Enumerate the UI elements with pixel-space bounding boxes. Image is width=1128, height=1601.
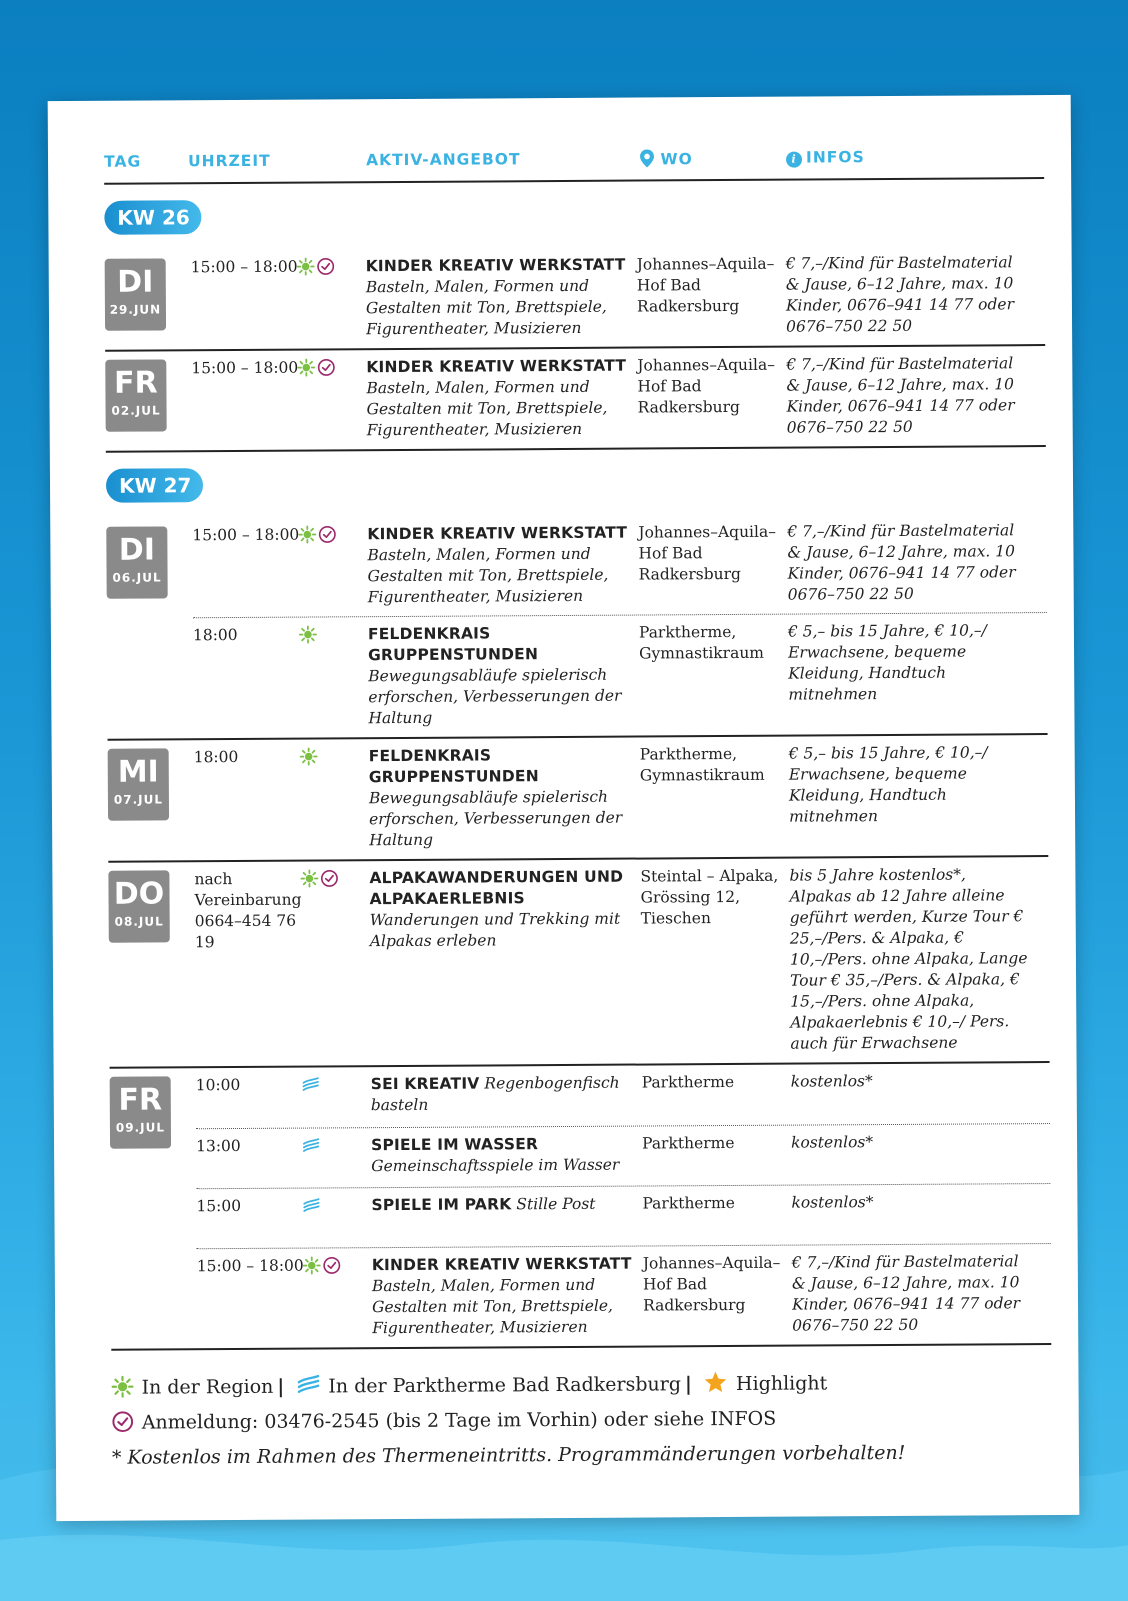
day-date: 29.JUN [109, 302, 162, 317]
event-activity [369, 745, 632, 852]
event-location: Parktherme, Gymnastikraum [639, 744, 765, 785]
event-info: € 7,–/Kind für Bastelmaterial & Jause, 6–12 Jahre, max. 10 Kinder, 0676–941 14 77 oder 0676–750 22 50 [786, 354, 1015, 437]
header-angebot: AKTIV-ANGEBOT [365, 150, 521, 170]
day-badge [110, 1076, 171, 1148]
check-circle-icon [323, 1256, 341, 1280]
event-location: Johannes–Aquila–Hof Bad Radkersburg [636, 254, 775, 316]
day-date: 09.JUL [115, 1120, 166, 1135]
event-description: Gemeinschaftsspiele im Wasser [371, 1155, 620, 1176]
event-icons [302, 1195, 352, 1220]
event-row [197, 1243, 1052, 1348]
event-info: € 7,–/Kind für Bastelmaterial & Jause, 6–12 Jahre, max. 10 Kinder, 0676–941 14 77 oder 0676–750 22 50 [787, 521, 1016, 604]
event-row [193, 612, 1048, 738]
day-date: 08.JUL [114, 914, 164, 929]
sun-icon [299, 626, 317, 650]
day-badge [105, 258, 166, 330]
day-block [105, 346, 1046, 453]
event-description: Regenbogenfisch basteln [370, 1073, 620, 1115]
legend-region: In der Region [141, 1375, 274, 1399]
event-activity [367, 523, 630, 609]
legend [111, 1367, 1052, 1474]
event-row [192, 513, 1047, 617]
check-circle-icon [112, 1411, 134, 1443]
event-time: 15:00 – 18:00 [191, 358, 299, 378]
event-title: SPIELE IM PARK [371, 1195, 512, 1215]
event-info: € 5,– bis 15 Jahre, € 10,–/ Erwachsene, bequeme Kleidung, Handtuch mitnehmen [787, 621, 987, 704]
event-time: 10:00 [195, 1075, 241, 1095]
event-time: 18:00 [192, 625, 238, 645]
waves-icon [296, 1372, 320, 1406]
event-location: Parktherme [642, 1193, 735, 1213]
event-time: 15:00 [196, 1196, 242, 1216]
event-icons [302, 1135, 352, 1160]
program-content [104, 147, 1052, 1474]
event-title: KINDER KREATIV WERKSTATT [371, 1254, 632, 1275]
day-name: FR [118, 1082, 163, 1118]
legend-highlight: Highlight [735, 1372, 828, 1395]
week-label: KW 26 [104, 200, 201, 235]
day-name: DI [117, 264, 154, 300]
header-uhrzeit: UHRZEIT [187, 151, 271, 171]
legend-separator: | [277, 1375, 285, 1398]
day-badge [105, 359, 166, 431]
star-icon [704, 1370, 728, 1404]
event-row [196, 1063, 1050, 1128]
event-activity [369, 867, 632, 953]
day-name: DO [113, 876, 165, 912]
info-icon: i [786, 152, 802, 168]
week-header [106, 447, 1046, 519]
event-description: Basteln, Malen, Formen und Gestalten mit Ton, Brettspiele, Figurentheater, Musizieren [365, 276, 607, 339]
event-info: bis 5 Jahre kostenlos*, Alpakas ab 12 Jahre alleine geführt werden, Kurze Tour € 25,–/Pers. & Alpaka, € 10,–/Pers. ohne Alpaka, Lange Tour € 35,–/Pers. & Alpaka, € 15,–/Pers. ohne Alpaka, Alpakaerlebnis € 10,–/ Pers. auch für Erwachsene [789, 865, 1028, 1053]
event-info: kostenlos* [790, 1072, 873, 1091]
day-name: MI [117, 754, 159, 790]
weeks-list [104, 179, 1051, 1351]
event-row [191, 245, 1046, 349]
day-date: 07.JUL [113, 792, 164, 807]
event-title: FELDENKRAIS GRUPPENSTUNDEN [368, 746, 539, 787]
day-name: FR [113, 365, 158, 401]
event-icons [299, 624, 349, 649]
event-row [194, 735, 1049, 860]
sun-icon [298, 526, 316, 550]
event-description: Bewegungsabläufe spielerisch erforschen, Verbesserungen der Haltung [368, 665, 622, 728]
legend-note: * Kostenlos im Rahmen des Thermeneintritts. Programmänderungen vorbehalten! [111, 1441, 906, 1469]
event-icons [297, 357, 347, 382]
day-badge [108, 870, 169, 942]
week-label: KW 27 [106, 468, 203, 503]
day-block [110, 1063, 1052, 1351]
week-header [104, 179, 1044, 251]
event-location: Johannes–Aquila–Hof Bad Radkersburg [638, 522, 776, 584]
location-pin-icon [640, 149, 654, 167]
event-info: € 7,–/Kind für Bastelmaterial & Jause, 6–12 Jahre, max. 10 Kinder, 0676–941 14 77 oder 0676–750 22 50 [785, 253, 1015, 336]
day-block [108, 735, 1049, 863]
event-icons [297, 256, 347, 281]
program-sheet [48, 95, 1080, 1521]
event-time: 15:00 – 18:00 [196, 1256, 304, 1276]
event-location: Parktherme [641, 1133, 735, 1153]
event-icons [300, 868, 350, 893]
legend-line-2 [112, 1402, 1052, 1443]
check-circle-icon [317, 358, 335, 382]
event-title: SEI KREATIV [370, 1074, 480, 1094]
event-location: Parktherme [641, 1072, 735, 1092]
sun-icon [297, 258, 315, 282]
day-block [108, 857, 1049, 1069]
sun-icon [300, 869, 318, 893]
event-description: Stille Post [516, 1194, 596, 1214]
event-activity [371, 1194, 633, 1217]
day-name: DI [118, 532, 156, 568]
event-location: Steintal – Alpaka, Grössing 12, Tieschen [640, 866, 779, 928]
header-tag: TAG [103, 152, 142, 171]
event-time: 13:00 [196, 1136, 241, 1156]
event-location: Parktherme, Gymnastikraum [638, 622, 765, 663]
day-block [105, 245, 1046, 352]
event-icons [303, 1255, 353, 1280]
event-description: Bewegungsabläufe spielerisch erforschen, Verbesserungen der Haltung [368, 787, 623, 850]
event-icons [298, 524, 348, 549]
check-circle-icon [317, 257, 335, 281]
event-title: SPIELE IM WASSER [371, 1135, 539, 1155]
event-description: Wanderungen und Trekking mit Alpakas erleben [369, 909, 621, 951]
check-circle-icon [320, 869, 338, 893]
check-circle-icon [318, 525, 336, 549]
event-activity [371, 1134, 633, 1178]
legend-separator: | [684, 1373, 692, 1396]
table-header [104, 147, 1044, 185]
day-badge [106, 526, 167, 598]
event-activity [372, 1254, 635, 1340]
event-description: Basteln, Malen, Formen und Gestalten mit Ton, Brettspiele, Figurentheater, Musizieren [371, 1275, 613, 1338]
event-time: 15:00 – 18:00 [190, 257, 298, 277]
event-row [196, 1183, 1050, 1248]
header-infos: INFOS [805, 148, 865, 167]
event-title: KINDER KREATIV WERKSTATT [366, 356, 627, 377]
event-description: Basteln, Malen, Formen und Gestalten mit Ton, Brettspiele, Figurentheater, Musizieren [367, 544, 609, 607]
event-info: kostenlos* [790, 1133, 874, 1152]
event-time: 18:00 [193, 747, 239, 767]
sun-icon [303, 1256, 321, 1280]
event-icons [300, 746, 350, 771]
event-description: Basteln, Malen, Formen und Gestalten mit Ton, Brettspiele, Figurentheater, Musizieren [366, 377, 608, 440]
legend-parktherme: In der Parktherme Bad Radkersburg [328, 1373, 682, 1398]
event-row [191, 346, 1046, 450]
event-title: KINDER KREATIV WERKSTATT [365, 255, 626, 276]
sun-icon [300, 748, 318, 772]
event-activity [368, 623, 631, 730]
legend-line-1 [111, 1367, 1051, 1408]
sun-icon [297, 359, 315, 383]
event-title: ALPAKAWANDERUNGEN UND ALPAKAERLEBNIS [369, 867, 624, 909]
event-location: Johannes–Aquila–Hof Bad Radkersburg [637, 355, 775, 417]
legend-anmeldung: Anmeldung: 03476-2545 (bis 2 Tage im Vorhin) oder siehe INFOS [141, 1407, 777, 1434]
event-activity [366, 255, 629, 341]
day-badge [108, 748, 169, 820]
waves-icon [302, 1136, 320, 1160]
event-time: 15:00 – 18:00 [192, 525, 300, 545]
event-info: € 7,–/Kind für Bastelmaterial & Jause, 6–12 Jahre, max. 10 Kinder, 0676–941 14 77 oder 0676–750 22 50 [791, 1252, 1021, 1335]
event-title: FELDENKRAIS GRUPPENSTUNDEN [367, 624, 539, 665]
event-row [194, 857, 1049, 1066]
event-title: KINDER KREATIV WERKSTATT [367, 523, 628, 544]
header-wo: WO [660, 150, 693, 169]
waves-icon [302, 1196, 320, 1220]
event-info: kostenlos* [791, 1193, 874, 1212]
day-date: 02.JUL [111, 403, 161, 418]
event-icons [302, 1074, 352, 1099]
event-activity [366, 356, 629, 442]
event-info: € 5,– bis 15 Jahre, € 10,–/ Erwachsene, bequeme Kleidung, Handtuch mitnehmen [788, 743, 988, 826]
day-block [106, 513, 1047, 741]
event-activity [371, 1073, 633, 1117]
event-location: Johannes–Aquila–Hof Bad Radkersburg [642, 1253, 781, 1315]
sun-icon [111, 1376, 133, 1408]
event-time: nach Vereinbarung 0664–454 76 19 [194, 870, 302, 952]
waves-icon [302, 1075, 320, 1099]
day-date: 06.JUL [112, 570, 162, 585]
event-row [196, 1123, 1050, 1188]
